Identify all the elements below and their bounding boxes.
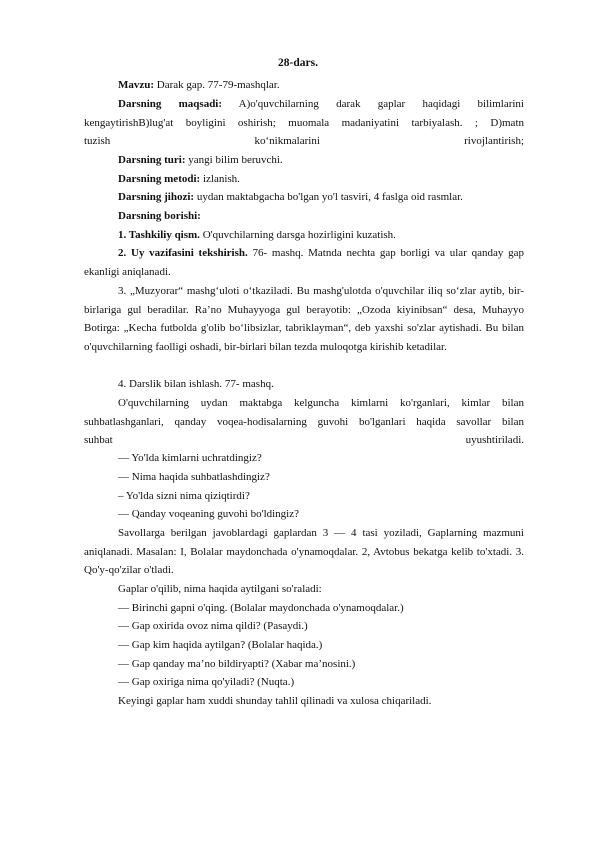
closing-line: Keyingi gaplar ham xuddi shunday tahlil qilinadi va xulosa chiqariladi. [118, 695, 432, 707]
analysis-2: — Gap oxirida ovoz nima qildi? (Pasaydi.) [118, 620, 308, 632]
lesson-method-line [84, 170, 524, 189]
paragraph-3: Gaplar o'qilib, nima haqida aytilgani so'raladi: [118, 583, 322, 595]
analysis-3: — Gap kim haqida aytilgan? (Bolalar haqida.) [118, 639, 323, 651]
lesson-type-label: Darsning turi: [118, 154, 186, 166]
lesson-type-text: yangi bilim beruvchi. [188, 154, 283, 166]
step-1-text: O'quvchilarning darsga hozirligini kuzatish. [202, 229, 396, 241]
question-4: — Qanday voqeaning guvohi bo'ldingiz? [118, 508, 300, 520]
lesson-method-text: izlanish. [202, 173, 240, 185]
lesson-title: 28-dars. [278, 57, 318, 69]
goal-text: A)o'quvchilarning darak gaplar haqidagi bilimlarini kengaytirishB)lug'at boyligini oshirish; muomala madaniyatini tarbiyalash. ; D)matn tuzish ko‘nikmalarini rivojlantirish; [84, 98, 524, 148]
analysis-5: — Gap oxiriga nima qo'yiladi? (Nuqta.) [118, 676, 295, 688]
analysis-4: — Gap qanday ma’no bildiryapti? (Xabar ma’nosini.) [118, 658, 356, 670]
topic-line [84, 76, 524, 95]
question-2: — Nima haqida suhbatlashdingiz? [118, 471, 270, 483]
step-1-label: 1. Tashkiliy qism. [118, 229, 200, 241]
step-4: 4. Darslik bilan ishlash. 77- mashq. [118, 378, 274, 390]
lesson-type-line [84, 151, 524, 170]
lesson-method-label: Darsning metodi: [118, 173, 201, 185]
step-3: 3. „Muzyorar“ mashg‘uloti o‘tkaziladi. Bu mashg'ulotda o'quvchilar iliq so‘zlar aytib, bir-birlariga gul beradilar. Ra’no Muhayyoga gul berayotib: „Ozoda kiyinibsan“ desa, Muhayyo Botirga: „Kecha futbolda g'olib bo‘libsizlar, tabriklayman“, deb yaxshi so'zlar aytishadi. Bu bilan o'quvchilarning faolligi oshadi, bir-birlari bilan tezda muloqotga kirishib ketadilar. [84, 285, 524, 353]
goal-label: Darsning maqsadi: [118, 98, 223, 110]
paragraph-1: O'quvchilarning uydan maktabga kelguncha kimlarni ko'rganlari, kimlar bilan suhbatlashganlari, qanday voqea-hodisalarning guvohi bo'lganlari haqida savollar bilan suhbat uyushtiriladi. [84, 397, 524, 447]
question-3: – Yo'lda sizni nima qiziqtirdi? [118, 490, 250, 502]
goal-paragraph [84, 95, 524, 151]
lesson-progress-label: Darsning borishi: [118, 210, 201, 222]
lesson-equipment-line [84, 188, 524, 207]
question-1: — Yo'lda kimlarni uchratdingiz? [118, 452, 262, 464]
lesson-progress-heading [84, 207, 524, 226]
step-2-label: 2. Uy vazifasini tekshirish. [118, 247, 248, 259]
paragraph-2: Savollarga berilgan javoblardagi gaplardan 3 — 4 tasi yoziladi, Gaplarning mazmuni aniqlanadi. Masalan: I, Bolalar maydonchada o'ynamoqdalar. 2, Avtobus bekatga kelib to'xtadi. 3. Qo'y-qo'zilar o'tladi. [84, 527, 524, 577]
step-2-text: 76- mashq. Matnda nechta gap borligi va ular qanday gap ekanligi aniqlanadi. [84, 247, 524, 278]
lesson-equipment-label: Darsning jihozi: [118, 191, 195, 203]
analysis-1: — Birinchi gapni o'qing. (Bolalar maydonchada o'ynamoqdalar.) [118, 602, 404, 614]
step-2 [84, 244, 524, 281]
step-1 [84, 226, 524, 245]
topic-text: Darak gap. 77-79-mashqlar. [156, 79, 280, 91]
lesson-equipment-text: uydan maktabgacha bo'lgan yo'l tasviri, 4 faslga oid rasmlar. [196, 191, 463, 203]
topic-label: Mavzu: [118, 79, 155, 91]
